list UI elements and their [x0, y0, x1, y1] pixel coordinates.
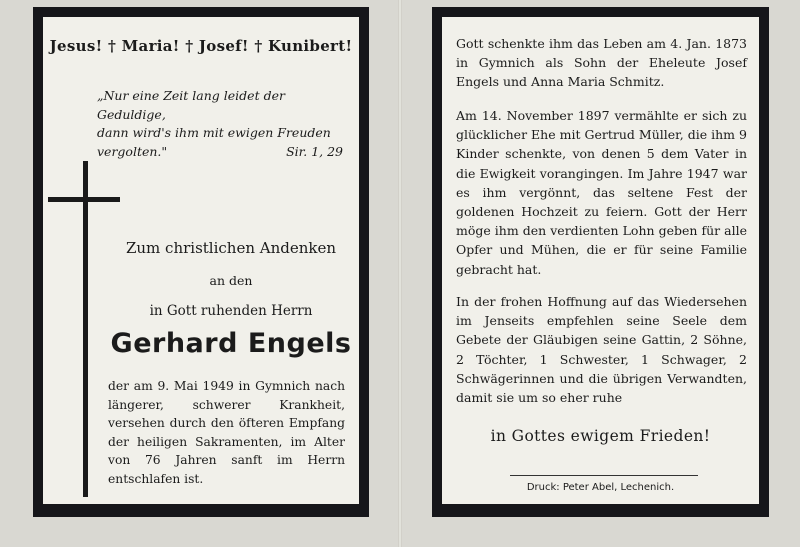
quote-line: vergolten.": [97, 143, 168, 159]
quote-line: „Nur eine Zeit lang leidet der Geduldige,: [97, 88, 285, 122]
biography-paragraph: Am 14. November 1897 vermählte er sich zu glücklicher Ehe mit Gertrud Müller, die ihm 9 Kinder schenkte, von denen 5 dem Vater in die Ewigkeit vorangingen. Im Jahre 1947 war es ihm vergönnt, das seltene Fest der goldenen Hochzeit zu feiern. Gott der Herr möge ihm den verdienten Lohn geben für alle Opfer und Mühen, die er für seine Familie gebracht hat.: [456, 108, 747, 277]
dedication-line: an den: [209, 273, 253, 288]
biography-paragraph: Gott schenkte ihm das Leben am 4. Jan. 1873 in Gymnich als Sohn der Eheleute Josef Engels und Anna Maria Schmitz.: [456, 36, 747, 90]
invocation-heading: Jesus! † Maria! † Josef! † Kunibert!: [49, 37, 353, 55]
left-page-content: [43, 17, 359, 504]
deceased-name: Gerhard Engels: [110, 328, 352, 359]
quote-last-line: [97, 143, 343, 162]
quote-source: Sir. 1, 29: [286, 143, 343, 159]
closing-motto: in Gottes ewigem Frieden!: [490, 427, 711, 445]
death-notice-text: der am 9. Mai 1949 in Gymnich nach längerer, schwerer Krankheit, versehen durch den öfteren Empfang der heiligen Sakramenten, im Alter von 76 Jahren sanft im Herrn entschlafen ist.: [108, 379, 345, 486]
bible-quote: [97, 87, 343, 161]
cross-icon: [83, 161, 88, 497]
printer-credit: Druck: Peter Abel, Lechenich.: [526, 482, 675, 493]
divider: [510, 475, 698, 476]
right-page: [432, 7, 769, 517]
right-page-content: [442, 17, 759, 504]
dedication-line: in Gott ruhenden Herrn: [149, 303, 313, 319]
cross-icon-bar: [48, 197, 120, 202]
biography-paragraph: In der frohen Hoffnung auf das Wiedersehen im Jenseits empfehlen seine Seele dem Gebete der Gläubigen seine Gattin, 2 Söhne, 2 Töchter, 1 Schwester, 1 Schwager, 2 Schwägerinnen und die übrigen Verwandten, damit sie um so eher ruhe: [456, 294, 747, 406]
dedication-line: Zum christlichen Andenken: [125, 239, 337, 257]
quote-line: dann wird's ihm mit ewigen Freuden: [97, 125, 331, 140]
card-fold: [398, 0, 402, 547]
left-page: [33, 7, 369, 517]
